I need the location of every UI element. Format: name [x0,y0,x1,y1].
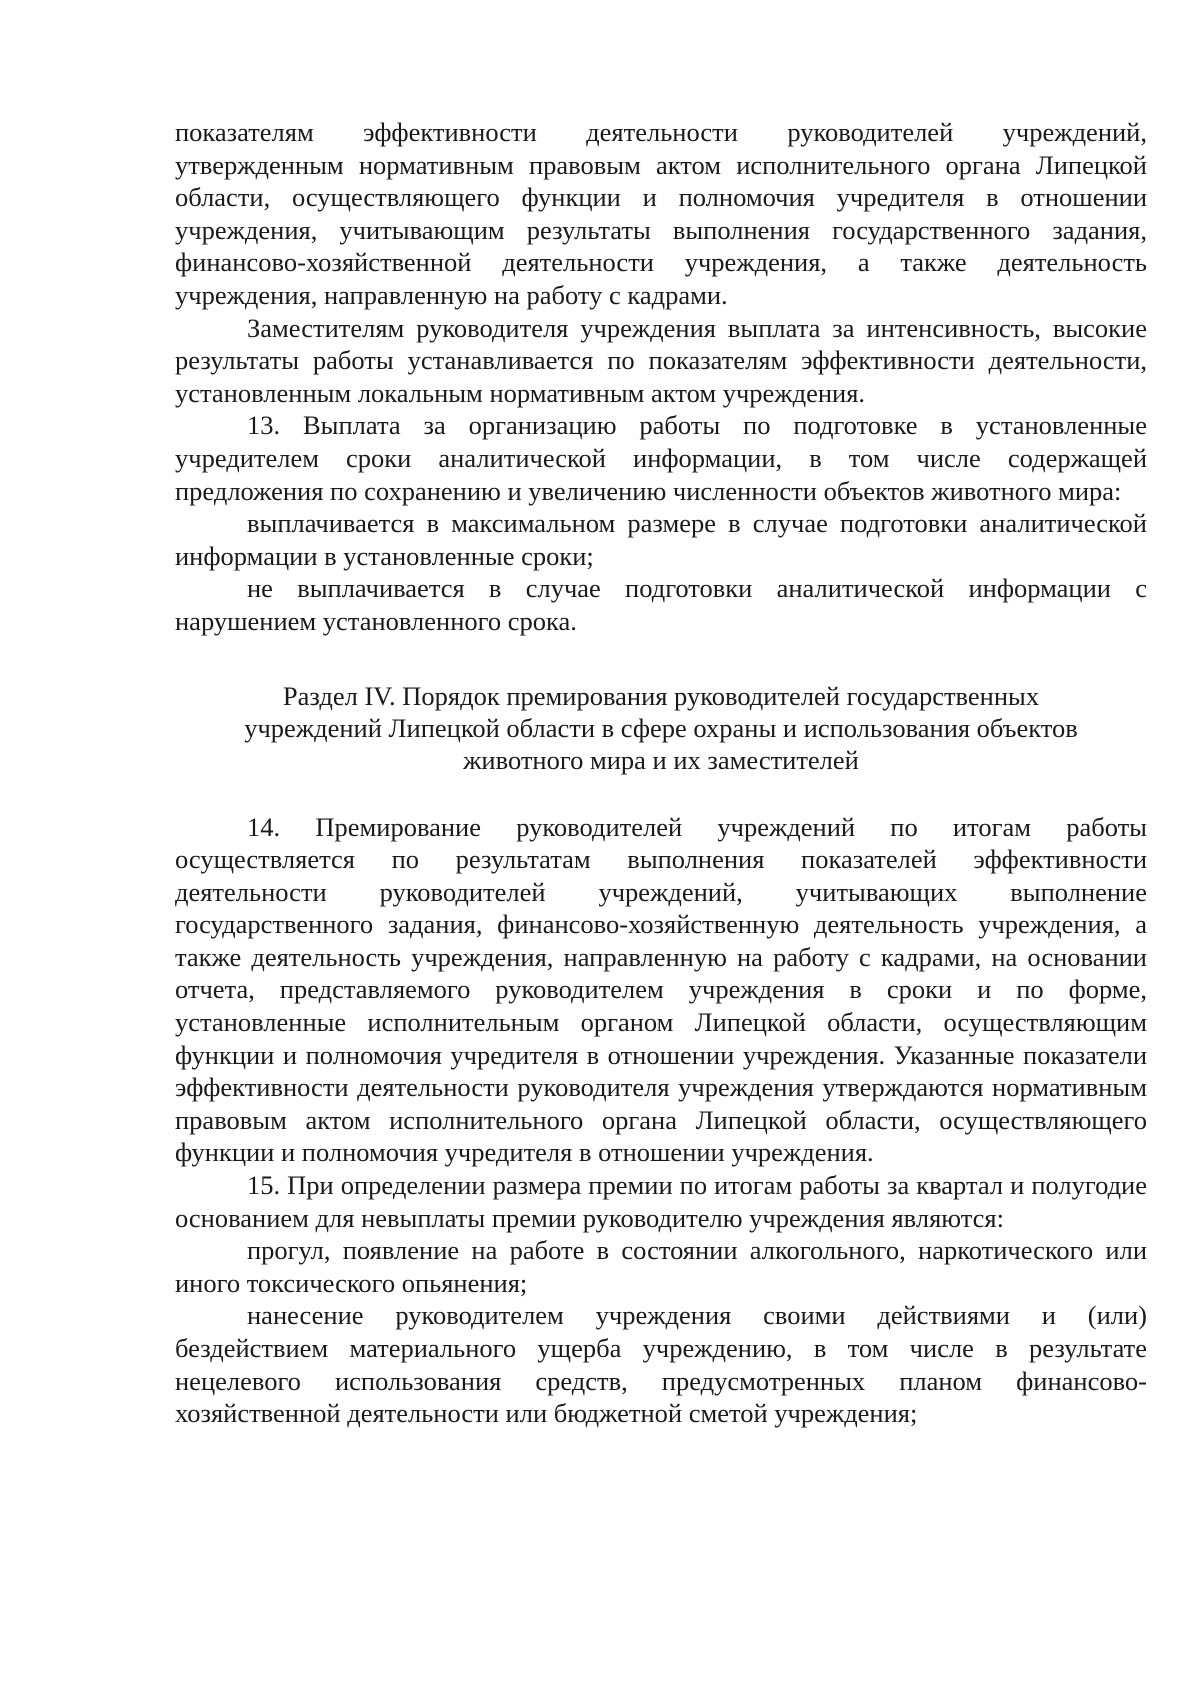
paragraph-item-13-paid: выплачивается в максимальном размере в случае подготовки аналитической информации в установленные сроки; [175,508,1147,571]
paragraph-item-15-absence: прогул, появление на работе в состоянии алкогольного, наркотического или иного токсического опьянения; [175,1235,1147,1298]
paragraph-item-15-damage: нанесение руководителем учреждения своими действиями и (или) бездействием материального ущерба учреждению, в том числе в результате нецелевого использования средств, предусмотренных планом финансово-хозяйственной деятельности или бюджетной сметой учреждения; [175,1300,1147,1429]
paragraph-item-14: 14. Премирование руководителей учреждений по итогам работы осуществляется по результатам выполнения показателей эффективности деятельности руководителей учреждений, учитывающих выполнение государственного задания, финансово-хозяйственную деятельность учреждения, а также деятельность учреждения, направленную на работу с кадрами, на основании отчета, представляемого руководителем учреждения в сроки и по форме, установленные исполнительным органом Липецкой области, осуществляющим функции и полномочия учредителя в отношении учреждения. Указанные показатели эффективности деятельности руководителя учреждения утверждаются нормативным правовым актом исполнительного органа Липецкой области, осуществляющего функции и полномочия учредителя в отношении учреждения. [175,811,1147,1168]
paragraph-item-13: 13. Выплата за организацию работы по подготовке в установленные учредителем сроки аналитической информации, в том числе содержащей предложения по сохранению и увеличению численности объектов животного мира: [175,410,1147,506]
paragraph-item-15: 15. При определении размера премии по итогам работы за квартал и полугодие основанием для невыплаты премии руководителю учреждения являются: [175,1170,1147,1233]
paragraph-deputies-payment: Заместителям руководителя учреждения выплата за интенсивность, высокие результаты работы устанавливается по показателям эффективности деятельности, установленным локальным нормативным актом учреждения. [175,312,1147,408]
section-heading-line-3: животного мира и их заместителей [463,744,859,775]
section-heading-line-2: учреждений Липецкой области в сфере охраны и использования объектов [244,712,1078,743]
document-page [175,116,1147,1430]
paragraph-item-13-not-paid: не выплачивается в случае подготовки аналитической информации с нарушением установленного срока. [175,573,1147,636]
paragraph-continuation: показателям эффективности деятельности руководителей учреждений, утвержденным нормативным правовым актом исполнительного органа Липецкой области, осуществляющего функции и полномочия учредителя в отношении учреждения, учитывающим результаты выполнения государственного задания, финансово-хозяйственной деятельности учреждения, а также деятельность учреждения, направленную на работу с кадрами. [175,117,1147,310]
section-heading [175,680,1147,776]
section-heading-line-1: Раздел IV. Порядок премирования руководителей государственных [282,680,1040,711]
